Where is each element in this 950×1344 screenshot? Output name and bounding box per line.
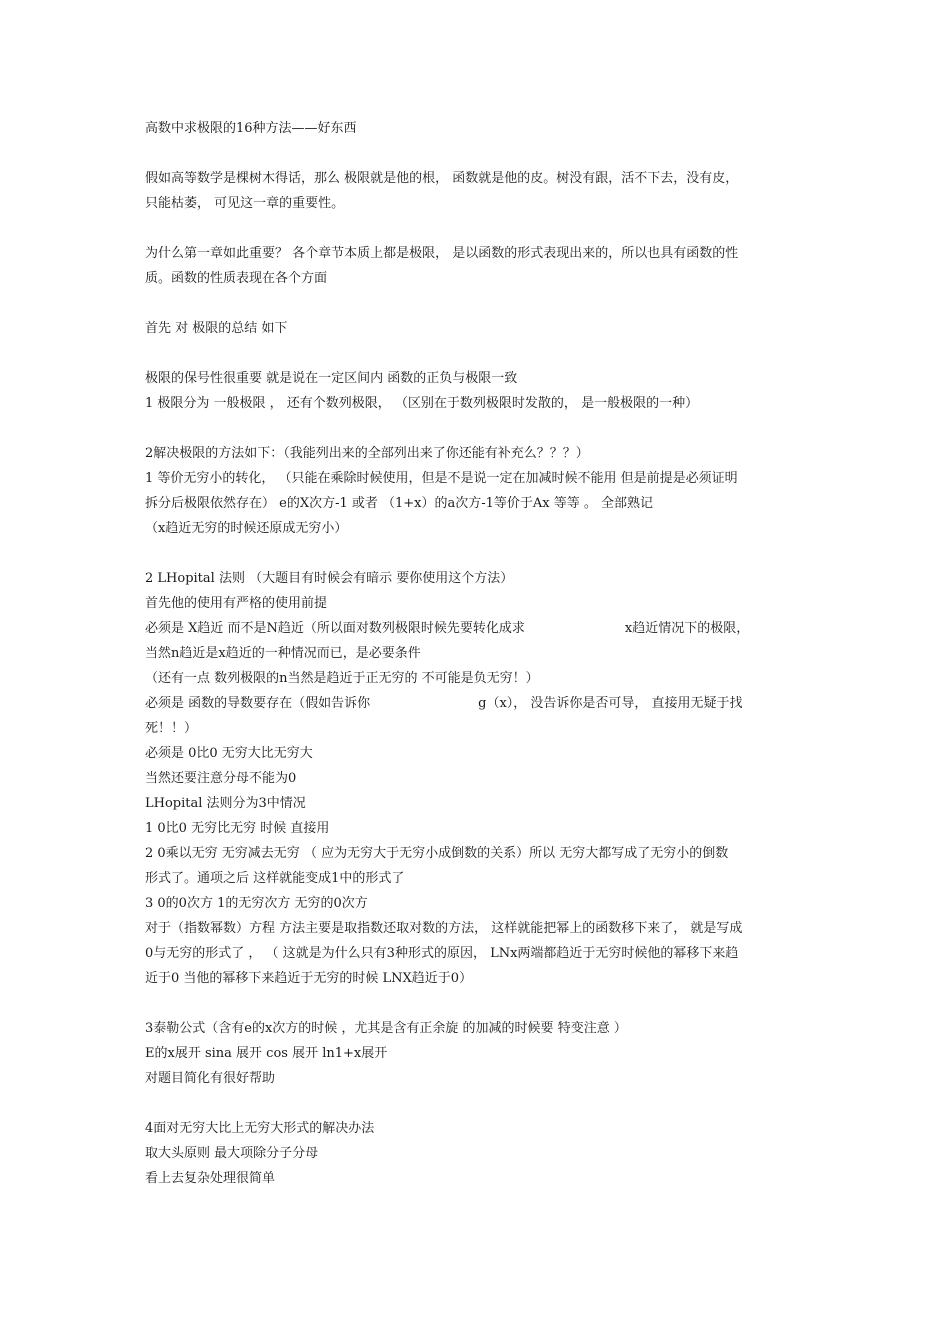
lhopital-line-3-part-a: 必须是 X趋近 而不是N趋近（所以面对数列极限时候先要转化成求 (145, 621, 525, 636)
infinity-line-2: 取大头原则 最大项除分子分母 (145, 1146, 319, 1161)
infinity-line-3: 看上去复杂处理很简单 (145, 1171, 276, 1186)
lhopital-line-5: （还有一点 数列极限的n当然是趋近于正无穷的 不可能是负无穷！） (145, 671, 539, 686)
summary-heading: 首先 对 极限的总结 如下 (145, 321, 288, 336)
section-2-line-1: 2解决极限的方法如下：（我能列出来的全部列出来了你还能有补充么？？？） (145, 446, 589, 461)
why-paragraph (145, 241, 807, 291)
infinity-line-1: 4面对无穷大比上无穷大形式的解决办法 (145, 1121, 375, 1136)
section-2-line-3: 拆分后极限依然存在） e的X次方-1 或者 （1+x）的a次方-1等价于Ax 等等 。 全部熟记 (145, 496, 654, 511)
lhopital-line-2: 首先他的使用有严格的使用前提 (145, 596, 328, 611)
intro-line-2: 只能枯萎， 可见这一章的重要性。 (145, 196, 345, 211)
why-line-1: 为什么第一章如此重要？ 各个章节本质上都是极限， 是以函数的形式表现出来的，所以也具有函数的性 (145, 246, 739, 261)
taylor-line-2: E的x展开 sina 展开 cos 展开 ln1+x展开 (145, 1046, 388, 1061)
lhopital-line-1: 2 LHopital 法则 （大题目有时候会有暗示 要你使用这个方法） (145, 571, 514, 586)
lhopital-line-13: 形式了。通项之后 这样就能变成1中的形式了 (145, 871, 405, 886)
lhopital-line-4: 当然n趋近是x趋近的一种情况而已，是必要条件 (145, 646, 421, 661)
lhopital-line-3 (145, 616, 807, 641)
lhopital-line-6 (145, 691, 807, 716)
section-2-line-4: （x趋近无穷的时候还原成无穷小） (145, 521, 348, 536)
section-1-line-2: 1 极限分为 一般极限 ， 还有个数列极限， （区别在于数列极限时发散的， 是一般极限的一种） (145, 396, 699, 411)
section-2-line-2: 1 等价无穷小的转化， （只能在乘除时候使用，但是不是说一定在加减时候不能用 但是前提是必须证明 (145, 471, 738, 486)
lhopital-line-7: 死！！） (145, 721, 198, 736)
taylor-line-1: 3泰勒公式（含有e的x次方的时候 ，尤其是含有正余旋 的加减的时候要 特变注意 ） (145, 1021, 627, 1036)
taylor-line-3: 对题目简化有很好帮助 (145, 1071, 276, 1086)
lhopital-line-3-part-b: x趋近情况下的极限， (624, 621, 750, 636)
document-title: 高数中求极限的16种方法——好东西 (145, 121, 357, 136)
section-1 (145, 366, 807, 416)
section-1-line-1: 极限的保号性很重要 就是说在一定区间内 函数的正负与极限一致 (145, 371, 518, 386)
document-title-block (145, 116, 807, 141)
lhopital-line-11: 1 0比0 无穷比无穷 时候 直接用 (145, 821, 330, 836)
document-page (145, 116, 807, 1216)
summary-heading-block (145, 316, 807, 341)
lhopital-line-6-part-b: g（x）， 没告诉你是否可导， 直接用无疑于找 (478, 696, 743, 711)
lhopital-line-12: 2 0乘以无穷 无穷减去无穷 （ 应为无穷大于无穷小成倒数的关系）所以 无穷大都写成了无穷小的倒数 (145, 846, 729, 861)
lhopital-line-10: LHopital 法则分为3中情况 (145, 796, 306, 811)
taylor-section (145, 1016, 807, 1091)
lhopital-line-8: 必须是 0比0 无穷大比无穷大 (145, 746, 313, 761)
intro-line-1: 假如高等数学是棵树木得话，那么 极限就是他的根， 函数就是他的皮。树没有跟，活不下去，没有皮， (145, 171, 739, 186)
lhopital-line-14: 3 0的0次方 1的无穷次方 无穷的0次方 (145, 896, 368, 911)
lhopital-line-17: 近于0 当他的幂移下来趋近于无穷的时候 LNX趋近于0） (145, 971, 473, 986)
intro-paragraph (145, 166, 807, 216)
lhopital-section (145, 566, 807, 991)
lhopital-line-9: 当然还要注意分母不能为0 (145, 771, 297, 786)
infinity-section (145, 1116, 807, 1191)
lhopital-line-16: 0与无穷的形式了 ， （ 这就是为什么只有3种形式的原因， LNx两端都趋近于无穷时候他的幂移下来趋 (145, 946, 739, 961)
lhopital-line-15: 对于（指数幂数）方程 方法主要是取指数还取对数的方法， 这样就能把幂上的函数移下来了， 就是写成 (145, 921, 743, 936)
section-2 (145, 441, 807, 541)
why-line-2: 质。函数的性质表现在各个方面 (145, 271, 328, 286)
lhopital-line-6-part-a: 必须是 函数的导数要存在（假如告诉你 (145, 696, 371, 711)
